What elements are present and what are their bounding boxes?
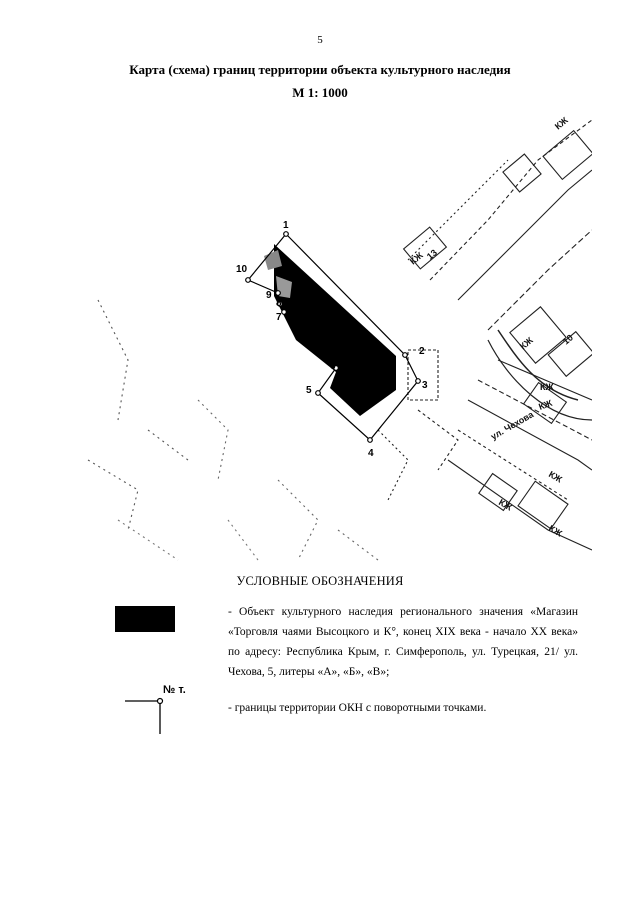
point-label: 1 [283,220,289,231]
point-label: 4 [368,448,374,459]
point-label: 7 [276,312,282,323]
turning-point-5 [316,391,321,396]
legend-heading: УСЛОВНЫЕ ОБОЗНАЧЕНИЯ [236,574,404,588]
building-label: КЖ [547,523,564,539]
point-label: 3 [422,380,428,391]
legend-object-description: - Объект культурного наследия регионального значения «Магазин «Торговля чаями Высоцкого и К°, конец XIX века - начало XX века» по адресу: Республика Крым, г. Симферополь, ул. Турецкая, 21/ ул. Чехова, 5, литеры «А», «Б», «В»; [228,606,578,678]
point-label: 10 [236,264,248,275]
number-label: 10 [560,332,575,347]
turning-point-9 [276,291,281,296]
heritage-object [264,244,396,416]
map-title: Карта (схема) границ территории объекта культурного наследия [129,62,511,77]
turning-point-4 [368,438,373,443]
turning-point-7 [282,310,287,315]
building-label: КЖ [547,469,564,485]
street-label: ул. Чехова [489,409,536,442]
building-label: КЖ [552,115,570,132]
turning-point-2 [403,353,408,358]
legend-boundary-symbol [120,686,200,736]
building-label: КЖ [407,250,425,267]
building-label: КЖ [537,397,554,412]
building-label: КЖ [517,335,535,352]
legend-object-swatch [115,606,175,632]
turning-point-1 [284,232,289,237]
point-label: 8 [276,298,282,309]
legend-boundary-description: - границы территории ОКН с поворотными точками. [228,702,487,714]
point-label: 6 [330,361,336,372]
number-label: 13 [424,247,439,262]
map-scale: М 1: 1000 [292,85,348,100]
point-label: 5 [306,385,312,396]
turning-point-3 [416,379,421,384]
building-label: КЖ [540,382,554,392]
building-label: КЖ [497,497,514,513]
page-number: 5 [317,34,323,46]
point-label: 9 [266,290,272,301]
turning-point-10 [246,278,251,283]
point-label: 2 [419,346,425,357]
cadastral-map [78,100,592,580]
legend-point-label: № т. [163,684,186,696]
